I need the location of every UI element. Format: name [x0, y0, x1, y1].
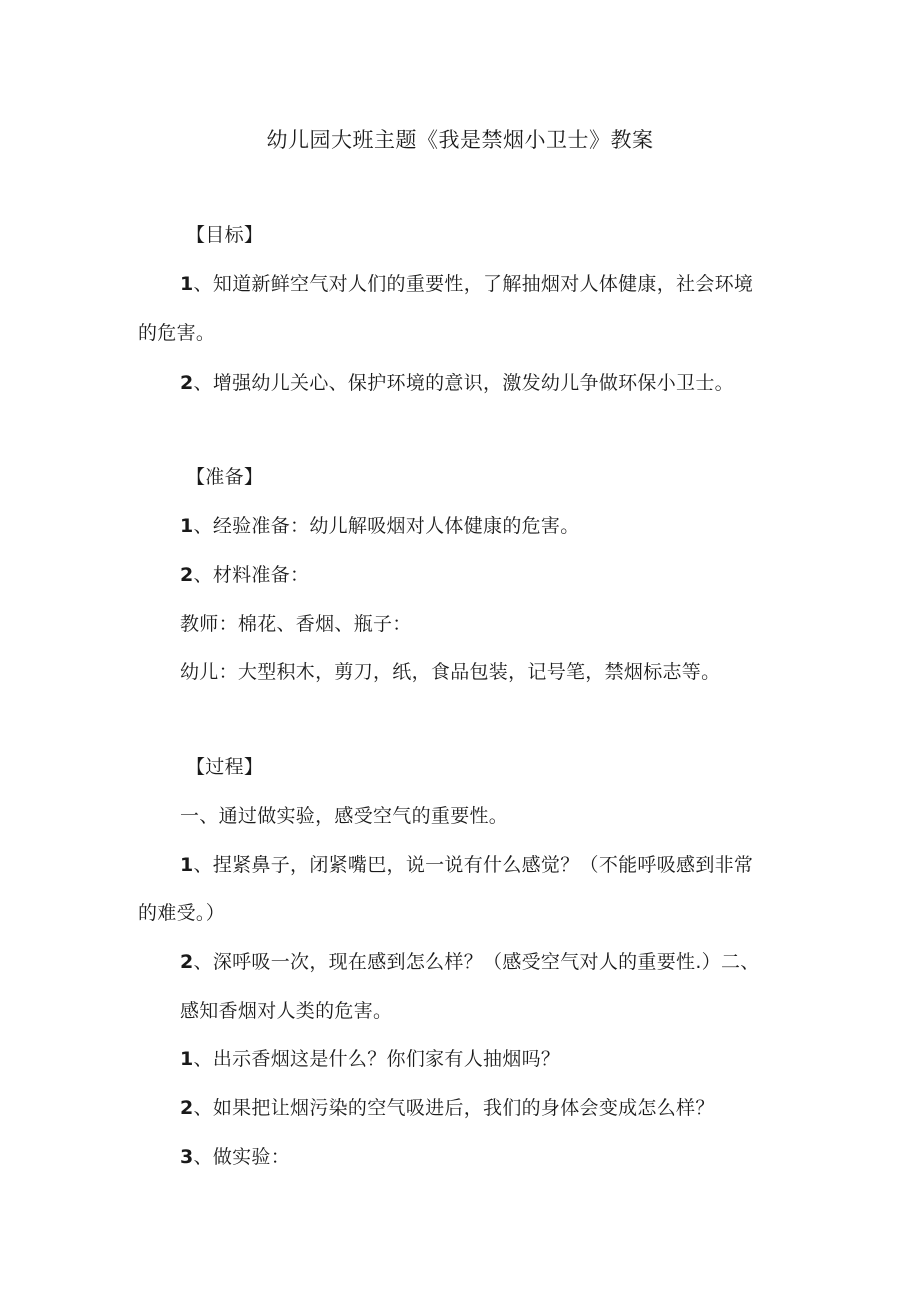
- prep-item-1-number: 1: [180, 515, 194, 537]
- process-s2-item-3-text: 、做实验：: [193, 1146, 291, 1168]
- process-s1-item-1-text: 、捏紧鼻子，闭紧嘴巴，说一说有什么感觉？（不能呼吸感到非常: [193, 854, 754, 876]
- process-s2-item-3-number: 3: [180, 1146, 194, 1168]
- prep-item-2-number: 2: [180, 564, 194, 586]
- process-heading: 【过程】: [186, 756, 264, 778]
- process-s2-item-3: [180, 1145, 290, 1169]
- prep-teacher-materials: 教师：棉花、香烟、瓶子：: [180, 613, 412, 635]
- prep-item-2-text: 、材料准备：: [193, 564, 310, 586]
- prep-item-1-text: 、经验准备：幼儿解吸烟对人体健康的危害。: [193, 515, 580, 537]
- process-s2-item-1-number: 1: [180, 1048, 194, 1070]
- process-s1-item-1-continuation: 的难受。）: [138, 902, 226, 924]
- prep-heading: 【准备】: [186, 466, 264, 488]
- goal-item-1-continuation: 的危害。: [138, 322, 216, 344]
- process-s2-item-2: [180, 1096, 715, 1120]
- document-title: 幼儿园大班主题《我是禁烟小卫士》教案: [266, 128, 654, 152]
- goals-heading: 【目标】: [186, 224, 264, 246]
- process-s1-item-2-continuation: 感知香烟对人类的危害。: [180, 1000, 393, 1022]
- goal-item-2: [180, 371, 734, 395]
- process-s1-item-2-text: 、深呼吸一次，现在感到怎么样？（感受空气对人的重要性.）二、: [193, 951, 760, 973]
- process-s1-item-2-number: 2: [180, 951, 194, 973]
- process-s1-item-1: [180, 853, 753, 877]
- process-s2-item-1-text: 、出示香烟这是什么？你们家有人抽烟吗？: [193, 1048, 561, 1070]
- process-s2-item-2-number: 2: [180, 1097, 194, 1119]
- process-s2-item-1: [180, 1047, 560, 1071]
- process-s1-item-1-number: 1: [180, 854, 194, 876]
- goal-item-2-text: 、增强幼儿关心、保护环境的意识，激发幼儿争做环保小卫士。: [193, 372, 734, 394]
- prep-item-2: [180, 563, 309, 587]
- goal-item-1-number: 1: [180, 273, 194, 295]
- process-s1-item-2: [180, 950, 760, 974]
- process-s2-item-2-text: 、如果把让烟污染的空气吸进后，我们的身体会变成怎么样？: [193, 1097, 715, 1119]
- prep-item-1: [180, 514, 580, 538]
- goal-item-1: [180, 272, 753, 296]
- process-section-1: 一、通过做实验，感受空气的重要性。: [180, 805, 509, 827]
- prep-children-materials: 幼儿：大型积木，剪刀，纸，食品包装，记号笔，禁烟标志等。: [180, 661, 721, 683]
- goal-item-1-text: 、知道新鲜空气对人们的重要性，了解抽烟对人体健康，社会环境: [193, 273, 754, 295]
- goal-item-2-number: 2: [180, 372, 194, 394]
